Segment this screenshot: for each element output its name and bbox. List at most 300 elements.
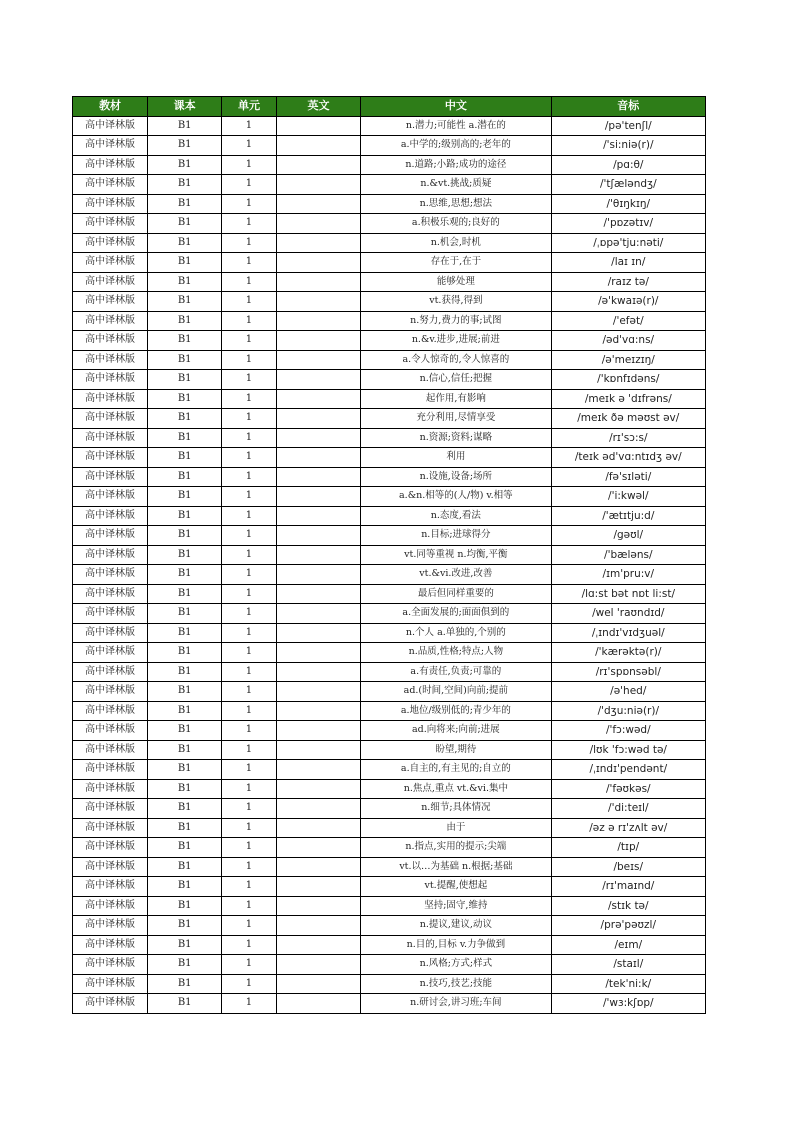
table-row (73, 760, 706, 780)
cell-chinese[interactable]: n.技巧,技艺;技能 (361, 974, 551, 994)
cell-chinese[interactable]: vt.同等重视 n.均衡,平衡 (361, 545, 551, 565)
cell-textbook-series[interactable]: 高中译林版 (73, 136, 148, 156)
cell-chinese[interactable]: n.努力,费力的事;试图 (361, 311, 551, 331)
cell-english[interactable] (276, 370, 360, 390)
cell-english[interactable] (276, 116, 360, 136)
cell-phonetic[interactable]: /staɪl/ (551, 955, 705, 975)
cell-unit[interactable]: 1 (222, 409, 277, 429)
cell-unit[interactable]: 1 (222, 662, 277, 682)
cell-book[interactable]: B1 (148, 292, 222, 312)
cell-english[interactable] (276, 175, 360, 195)
cell-english[interactable] (276, 643, 360, 663)
cell-chinese[interactable]: 能够处理 (361, 272, 551, 292)
cell-chinese[interactable]: n.个人 a.单独的,个别的 (361, 623, 551, 643)
cell-textbook-series[interactable]: 高中译林版 (73, 935, 148, 955)
cell-chinese[interactable]: 利用 (361, 448, 551, 468)
cell-textbook-series[interactable]: 高中译林版 (73, 448, 148, 468)
cell-chinese[interactable]: a.中学的;级别高的;老年的 (361, 136, 551, 156)
cell-chinese[interactable]: 存在于,在于 (361, 253, 551, 273)
cell-phonetic[interactable]: /'ætɪtju:d/ (551, 506, 705, 526)
cell-phonetic[interactable]: /fə'sɪləti/ (551, 467, 705, 487)
cell-english[interactable] (276, 233, 360, 253)
cell-unit[interactable]: 1 (222, 311, 277, 331)
cell-english[interactable] (276, 779, 360, 799)
table-row (73, 662, 706, 682)
table-row (73, 214, 706, 234)
cell-textbook-series[interactable]: 高中译林版 (73, 253, 148, 273)
cell-textbook-series[interactable]: 高中译林版 (73, 721, 148, 741)
cell-book[interactable]: B1 (148, 604, 222, 624)
cell-phonetic[interactable]: /wel 'raʊndɪd/ (551, 604, 705, 624)
cell-chinese[interactable]: n.风格;方式;样式 (361, 955, 551, 975)
cell-phonetic[interactable]: /laɪ ɪn/ (551, 253, 705, 273)
cell-phonetic[interactable]: /eɪm/ (551, 935, 705, 955)
cell-chinese[interactable]: a.积极乐观的;良好的 (361, 214, 551, 234)
cell-book[interactable]: B1 (148, 701, 222, 721)
cell-chinese[interactable]: n.目的,目标 v.力争做到 (361, 935, 551, 955)
cell-textbook-series[interactable]: 高中译林版 (73, 916, 148, 936)
cell-phonetic[interactable]: /ə'kwaɪə(r)/ (551, 292, 705, 312)
cell-unit[interactable]: 1 (222, 974, 277, 994)
cell-textbook-series[interactable]: 高中译林版 (73, 701, 148, 721)
cell-textbook-series[interactable]: 高中译林版 (73, 545, 148, 565)
cell-unit[interactable]: 1 (222, 136, 277, 156)
cell-english[interactable] (276, 994, 360, 1014)
cell-textbook-series[interactable]: 高中译林版 (73, 409, 148, 429)
cell-book[interactable]: B1 (148, 974, 222, 994)
cell-chinese[interactable]: 盼望,期待 (361, 740, 551, 760)
cell-chinese[interactable]: ad.向将来;向前;进展 (361, 721, 551, 741)
cell-unit[interactable]: 1 (222, 779, 277, 799)
cell-textbook-series[interactable]: 高中译林版 (73, 350, 148, 370)
cell-book[interactable]: B1 (148, 175, 222, 195)
cell-book[interactable]: B1 (148, 818, 222, 838)
cell-english[interactable] (276, 155, 360, 175)
cell-phonetic[interactable]: /'wɜ:kʃɒp/ (551, 994, 705, 1014)
cell-unit[interactable]: 1 (222, 857, 277, 877)
cell-phonetic[interactable]: /lɑ:st bət nɒt li:st/ (551, 584, 705, 604)
cell-textbook-series[interactable]: 高中译林版 (73, 584, 148, 604)
table-row (73, 545, 706, 565)
cell-textbook-series[interactable]: 高中译林版 (73, 389, 148, 409)
cell-unit[interactable]: 1 (222, 701, 277, 721)
cell-chinese[interactable]: n.研讨会,讲习班;车间 (361, 994, 551, 1014)
cell-book[interactable]: B1 (148, 643, 222, 663)
cell-english[interactable] (276, 955, 360, 975)
cell-book[interactable]: B1 (148, 409, 222, 429)
cell-textbook-series[interactable]: 高中译林版 (73, 428, 148, 448)
cell-book[interactable]: B1 (148, 467, 222, 487)
cell-english[interactable] (276, 565, 360, 585)
cell-textbook-series[interactable]: 高中译林版 (73, 838, 148, 858)
cell-unit[interactable]: 1 (222, 448, 277, 468)
cell-english[interactable] (276, 467, 360, 487)
cell-unit[interactable]: 1 (222, 623, 277, 643)
cell-english[interactable] (276, 526, 360, 546)
cell-phonetic[interactable]: /raɪz tə/ (551, 272, 705, 292)
cell-english[interactable] (276, 409, 360, 429)
cell-chinese[interactable]: vt.&vi.改进,改善 (361, 565, 551, 585)
cell-english[interactable] (276, 331, 360, 351)
col-header-book[interactable]: 课本 (148, 97, 222, 117)
cell-english[interactable] (276, 214, 360, 234)
cell-textbook-series[interactable]: 高中译林版 (73, 155, 148, 175)
cell-unit[interactable]: 1 (222, 155, 277, 175)
cell-english[interactable] (276, 916, 360, 936)
cell-chinese[interactable]: 起作用,有影响 (361, 389, 551, 409)
cell-chinese[interactable]: 充分利用,尽情享受 (361, 409, 551, 429)
cell-book[interactable]: B1 (148, 136, 222, 156)
cell-chinese[interactable]: n.资源;资料;谋略 (361, 428, 551, 448)
cell-chinese[interactable]: vt.提醒,使想起 (361, 877, 551, 897)
cell-unit[interactable]: 1 (222, 506, 277, 526)
cell-phonetic[interactable]: /'fəʊkəs/ (551, 779, 705, 799)
table-row (73, 701, 706, 721)
cell-textbook-series[interactable]: 高中译林版 (73, 565, 148, 585)
cell-phonetic[interactable]: /ˌɒpə'tju:nəti/ (551, 233, 705, 253)
cell-unit[interactable]: 1 (222, 370, 277, 390)
cell-textbook-series[interactable]: 高中译林版 (73, 623, 148, 643)
table-row (73, 857, 706, 877)
cell-english[interactable] (276, 799, 360, 819)
cell-english[interactable] (276, 506, 360, 526)
cell-textbook-series[interactable]: 高中译林版 (73, 311, 148, 331)
cell-english[interactable] (276, 448, 360, 468)
cell-textbook-series[interactable]: 高中译林版 (73, 116, 148, 136)
cell-unit[interactable]: 1 (222, 253, 277, 273)
table-row (73, 643, 706, 663)
cell-chinese[interactable]: n.品质,性格;特点;人物 (361, 643, 551, 663)
table-row (73, 233, 706, 253)
cell-unit[interactable]: 1 (222, 526, 277, 546)
cell-textbook-series[interactable]: 高中译林版 (73, 799, 148, 819)
cell-unit[interactable]: 1 (222, 721, 277, 741)
cell-unit[interactable]: 1 (222, 799, 277, 819)
cell-phonetic[interactable]: /tɪp/ (551, 838, 705, 858)
cell-book[interactable]: B1 (148, 194, 222, 214)
cell-book[interactable]: B1 (148, 155, 222, 175)
cell-unit[interactable]: 1 (222, 116, 277, 136)
col-header-phonetic[interactable]: 音标 (551, 97, 705, 117)
cell-phonetic[interactable]: /ə'meɪzɪŋ/ (551, 350, 705, 370)
table-row (73, 253, 706, 273)
cell-book[interactable]: B1 (148, 838, 222, 858)
cell-unit[interactable]: 1 (222, 545, 277, 565)
cell-unit[interactable]: 1 (222, 643, 277, 663)
cell-phonetic[interactable]: /'θɪŋkɪŋ/ (551, 194, 705, 214)
cell-chinese[interactable]: a.自主的,有主见的;自立的 (361, 760, 551, 780)
cell-phonetic[interactable]: /pə'tenʃl/ (551, 116, 705, 136)
cell-chinese[interactable]: 最后但同样重要的 (361, 584, 551, 604)
cell-phonetic[interactable]: /ˌɪndɪ'pendənt/ (551, 760, 705, 780)
cell-textbook-series[interactable]: 高中译林版 (73, 214, 148, 234)
cell-phonetic[interactable]: /əz ə rɪ'zʌlt əv/ (551, 818, 705, 838)
cell-unit[interactable]: 1 (222, 584, 277, 604)
cell-english[interactable] (276, 545, 360, 565)
cell-english[interactable] (276, 857, 360, 877)
cell-phonetic[interactable]: /'i:kwəl/ (551, 487, 705, 507)
cell-english[interactable] (276, 292, 360, 312)
cell-english[interactable] (276, 877, 360, 897)
cell-english[interactable] (276, 389, 360, 409)
cell-chinese[interactable]: a.&n.相等的(人/物) v.相等 (361, 487, 551, 507)
cell-unit[interactable]: 1 (222, 877, 277, 897)
cell-book[interactable]: B1 (148, 487, 222, 507)
cell-chinese[interactable]: 由于 (361, 818, 551, 838)
table-row (73, 389, 706, 409)
cell-textbook-series[interactable]: 高中译林版 (73, 272, 148, 292)
cell-phonetic[interactable]: /meɪk ə 'dɪfrəns/ (551, 389, 705, 409)
cell-textbook-series[interactable]: 高中译林版 (73, 233, 148, 253)
cell-unit[interactable]: 1 (222, 467, 277, 487)
cell-book[interactable]: B1 (148, 760, 222, 780)
cell-phonetic[interactable]: /rɪ'maɪnd/ (551, 877, 705, 897)
cell-textbook-series[interactable]: 高中译林版 (73, 896, 148, 916)
cell-english[interactable] (276, 721, 360, 741)
cell-unit[interactable]: 1 (222, 838, 277, 858)
table-row (73, 877, 706, 897)
cell-chinese[interactable]: n.道路;小路;成功的途径 (361, 155, 551, 175)
cell-english[interactable] (276, 136, 360, 156)
cell-english[interactable] (276, 311, 360, 331)
cell-chinese[interactable]: n.思维,思想;想法 (361, 194, 551, 214)
cell-phonetic[interactable]: /meɪk ðə məʊst əv/ (551, 409, 705, 429)
cell-book[interactable]: B1 (148, 799, 222, 819)
cell-book[interactable]: B1 (148, 935, 222, 955)
cell-unit[interactable]: 1 (222, 194, 277, 214)
table-row (73, 779, 706, 799)
cell-book[interactable]: B1 (148, 662, 222, 682)
cell-textbook-series[interactable]: 高中译林版 (73, 974, 148, 994)
cell-unit[interactable]: 1 (222, 175, 277, 195)
table-row (73, 721, 706, 741)
cell-phonetic[interactable]: /stɪk tə/ (551, 896, 705, 916)
cell-phonetic[interactable]: /'fɔ:wəd/ (551, 721, 705, 741)
cell-unit[interactable]: 1 (222, 350, 277, 370)
cell-phonetic[interactable]: /ˌɪndɪ'vɪdʒuəl/ (551, 623, 705, 643)
cell-textbook-series[interactable]: 高中译林版 (73, 857, 148, 877)
cell-book[interactable]: B1 (148, 877, 222, 897)
cell-textbook-series[interactable]: 高中译林版 (73, 760, 148, 780)
cell-english[interactable] (276, 682, 360, 702)
cell-phonetic[interactable]: /'efət/ (551, 311, 705, 331)
cell-unit[interactable]: 1 (222, 604, 277, 624)
cell-unit[interactable]: 1 (222, 760, 277, 780)
col-header-chinese[interactable]: 中文 (361, 97, 551, 117)
cell-english[interactable] (276, 662, 360, 682)
col-header-english[interactable]: 英文 (276, 97, 360, 117)
cell-textbook-series[interactable]: 高中译林版 (73, 877, 148, 897)
cell-chinese[interactable]: n.信心,信任;把握 (361, 370, 551, 390)
cell-chinese[interactable]: a.有责任,负责;可靠的 (361, 662, 551, 682)
cell-chinese[interactable]: n.潜力;可能性 a.潜在的 (361, 116, 551, 136)
cell-textbook-series[interactable]: 高中译林版 (73, 175, 148, 195)
cell-english[interactable] (276, 272, 360, 292)
cell-book[interactable]: B1 (148, 994, 222, 1014)
cell-textbook-series[interactable]: 高中译林版 (73, 331, 148, 351)
cell-english[interactable] (276, 760, 360, 780)
cell-phonetic[interactable]: /gəʊl/ (551, 526, 705, 546)
cell-phonetic[interactable]: /pɑ:θ/ (551, 155, 705, 175)
cell-phonetic[interactable]: /ɪm'pru:v/ (551, 565, 705, 585)
cell-unit[interactable]: 1 (222, 428, 277, 448)
cell-textbook-series[interactable]: 高中译林版 (73, 526, 148, 546)
cell-book[interactable]: B1 (148, 116, 222, 136)
cell-unit[interactable]: 1 (222, 487, 277, 507)
cell-english[interactable] (276, 428, 360, 448)
cell-unit[interactable]: 1 (222, 331, 277, 351)
cell-textbook-series[interactable]: 高中译林版 (73, 604, 148, 624)
cell-chinese[interactable]: n.机会,时机 (361, 233, 551, 253)
cell-textbook-series[interactable]: 高中译林版 (73, 292, 148, 312)
cell-chinese[interactable]: n.目标;进球得分 (361, 526, 551, 546)
cell-chinese[interactable]: n.&v.进步,进展;前进 (361, 331, 551, 351)
cell-book[interactable]: B1 (148, 565, 222, 585)
cell-textbook-series[interactable]: 高中译林版 (73, 643, 148, 663)
table-row (73, 994, 706, 1014)
cell-textbook-series[interactable]: 高中译林版 (73, 370, 148, 390)
cell-textbook-series[interactable]: 高中译林版 (73, 740, 148, 760)
cell-unit[interactable]: 1 (222, 994, 277, 1014)
cell-book[interactable]: B1 (148, 428, 222, 448)
cell-english[interactable] (276, 253, 360, 273)
cell-textbook-series[interactable]: 高中译林版 (73, 194, 148, 214)
cell-phonetic[interactable]: /'kærəktə(r)/ (551, 643, 705, 663)
cell-phonetic[interactable]: /'pɒzətɪv/ (551, 214, 705, 234)
cell-english[interactable] (276, 350, 360, 370)
cell-chinese[interactable]: n.细节;具体情况 (361, 799, 551, 819)
cell-book[interactable]: B1 (148, 545, 222, 565)
cell-unit[interactable]: 1 (222, 233, 277, 253)
cell-chinese[interactable]: vt.获得,得到 (361, 292, 551, 312)
cell-book[interactable]: B1 (148, 370, 222, 390)
cell-chinese[interactable]: n.焦点,重点 vt.&vi.集中 (361, 779, 551, 799)
cell-textbook-series[interactable]: 高中译林版 (73, 506, 148, 526)
cell-phonetic[interactable]: /teɪk əd'vɑ:ntɪdʒ əv/ (551, 448, 705, 468)
cell-chinese[interactable]: n.&vt.挑战;质疑 (361, 175, 551, 195)
cell-english[interactable] (276, 740, 360, 760)
cell-book[interactable]: B1 (148, 448, 222, 468)
table-row (73, 116, 706, 136)
cell-book[interactable]: B1 (148, 350, 222, 370)
cell-unit[interactable]: 1 (222, 740, 277, 760)
cell-unit[interactable]: 1 (222, 565, 277, 585)
cell-phonetic[interactable]: /ə'hed/ (551, 682, 705, 702)
cell-textbook-series[interactable]: 高中译林版 (73, 467, 148, 487)
cell-unit[interactable]: 1 (222, 272, 277, 292)
cell-unit[interactable]: 1 (222, 292, 277, 312)
cell-textbook-series[interactable]: 高中译林版 (73, 994, 148, 1014)
cell-english[interactable] (276, 584, 360, 604)
cell-textbook-series[interactable]: 高中译林版 (73, 682, 148, 702)
cell-unit[interactable]: 1 (222, 935, 277, 955)
cell-textbook-series[interactable]: 高中译林版 (73, 955, 148, 975)
cell-chinese[interactable]: n.提议,建议,动议 (361, 916, 551, 936)
cell-textbook-series[interactable]: 高中译林版 (73, 487, 148, 507)
cell-english[interactable] (276, 935, 360, 955)
cell-book[interactable]: B1 (148, 272, 222, 292)
cell-phonetic[interactable]: /əd'vɑ:ns/ (551, 331, 705, 351)
cell-book[interactable]: B1 (148, 506, 222, 526)
cell-book[interactable]: B1 (148, 682, 222, 702)
cell-phonetic[interactable]: /'si:niə(r)/ (551, 136, 705, 156)
cell-unit[interactable]: 1 (222, 916, 277, 936)
cell-chinese[interactable]: a.令人惊奇的,令人惊喜的 (361, 350, 551, 370)
cell-phonetic[interactable]: /prə'pəʊzl/ (551, 916, 705, 936)
cell-phonetic[interactable]: /'di:teɪl/ (551, 799, 705, 819)
cell-unit[interactable]: 1 (222, 896, 277, 916)
cell-book[interactable]: B1 (148, 740, 222, 760)
cell-unit[interactable]: 1 (222, 955, 277, 975)
cell-book[interactable]: B1 (148, 311, 222, 331)
cell-book[interactable]: B1 (148, 331, 222, 351)
cell-english[interactable] (276, 487, 360, 507)
cell-chinese[interactable]: n.态度,看法 (361, 506, 551, 526)
cell-unit[interactable]: 1 (222, 214, 277, 234)
cell-english[interactable] (276, 838, 360, 858)
cell-phonetic[interactable]: /rɪ'sɔ:s/ (551, 428, 705, 448)
cell-book[interactable]: B1 (148, 526, 222, 546)
cell-chinese[interactable]: n.设施,设备;场所 (361, 467, 551, 487)
cell-textbook-series[interactable]: 高中译林版 (73, 662, 148, 682)
cell-phonetic[interactable]: /'bæləns/ (551, 545, 705, 565)
cell-book[interactable]: B1 (148, 721, 222, 741)
cell-book[interactable]: B1 (148, 214, 222, 234)
cell-chinese[interactable]: vt.以…为基础 n.根据;基础 (361, 857, 551, 877)
cell-unit[interactable]: 1 (222, 389, 277, 409)
cell-book[interactable]: B1 (148, 857, 222, 877)
cell-book[interactable]: B1 (148, 233, 222, 253)
cell-book[interactable]: B1 (148, 584, 222, 604)
cell-textbook-series[interactable]: 高中译林版 (73, 818, 148, 838)
cell-chinese[interactable]: 坚持;固守,维持 (361, 896, 551, 916)
cell-english[interactable] (276, 701, 360, 721)
cell-book[interactable]: B1 (148, 253, 222, 273)
cell-book[interactable]: B1 (148, 955, 222, 975)
cell-textbook-series[interactable]: 高中译林版 (73, 779, 148, 799)
cell-english[interactable] (276, 974, 360, 994)
cell-phonetic[interactable]: /'kɒnfɪdəns/ (551, 370, 705, 390)
cell-english[interactable] (276, 194, 360, 214)
cell-phonetic[interactable]: /'dʒu:niə(r)/ (551, 701, 705, 721)
cell-english[interactable] (276, 818, 360, 838)
cell-chinese[interactable]: a.地位/级别低的;青少年的 (361, 701, 551, 721)
cell-book[interactable]: B1 (148, 896, 222, 916)
cell-phonetic[interactable]: /tek'ni:k/ (551, 974, 705, 994)
cell-phonetic[interactable]: /lʊk 'fɔ:wəd tə/ (551, 740, 705, 760)
cell-unit[interactable]: 1 (222, 818, 277, 838)
table-row (73, 311, 706, 331)
col-header-unit[interactable]: 单元 (222, 97, 277, 117)
cell-book[interactable]: B1 (148, 389, 222, 409)
cell-chinese[interactable]: a.全面发展的;面面俱到的 (361, 604, 551, 624)
cell-book[interactable]: B1 (148, 779, 222, 799)
cell-english[interactable] (276, 623, 360, 643)
cell-unit[interactable]: 1 (222, 682, 277, 702)
cell-phonetic[interactable]: /beɪs/ (551, 857, 705, 877)
cell-chinese[interactable]: n.指点,实用的提示;尖端 (361, 838, 551, 858)
cell-english[interactable] (276, 604, 360, 624)
cell-english[interactable] (276, 896, 360, 916)
table-row (73, 974, 706, 994)
cell-book[interactable]: B1 (148, 916, 222, 936)
cell-chinese[interactable]: ad.(时间,空间)向前;提前 (361, 682, 551, 702)
cell-phonetic[interactable]: /'tʃæləndʒ/ (551, 175, 705, 195)
cell-phonetic[interactable]: /rɪ'spɒnsəbl/ (551, 662, 705, 682)
col-header-textbook-series[interactable]: 教材 (73, 97, 148, 117)
table-row (73, 584, 706, 604)
cell-book[interactable]: B1 (148, 623, 222, 643)
